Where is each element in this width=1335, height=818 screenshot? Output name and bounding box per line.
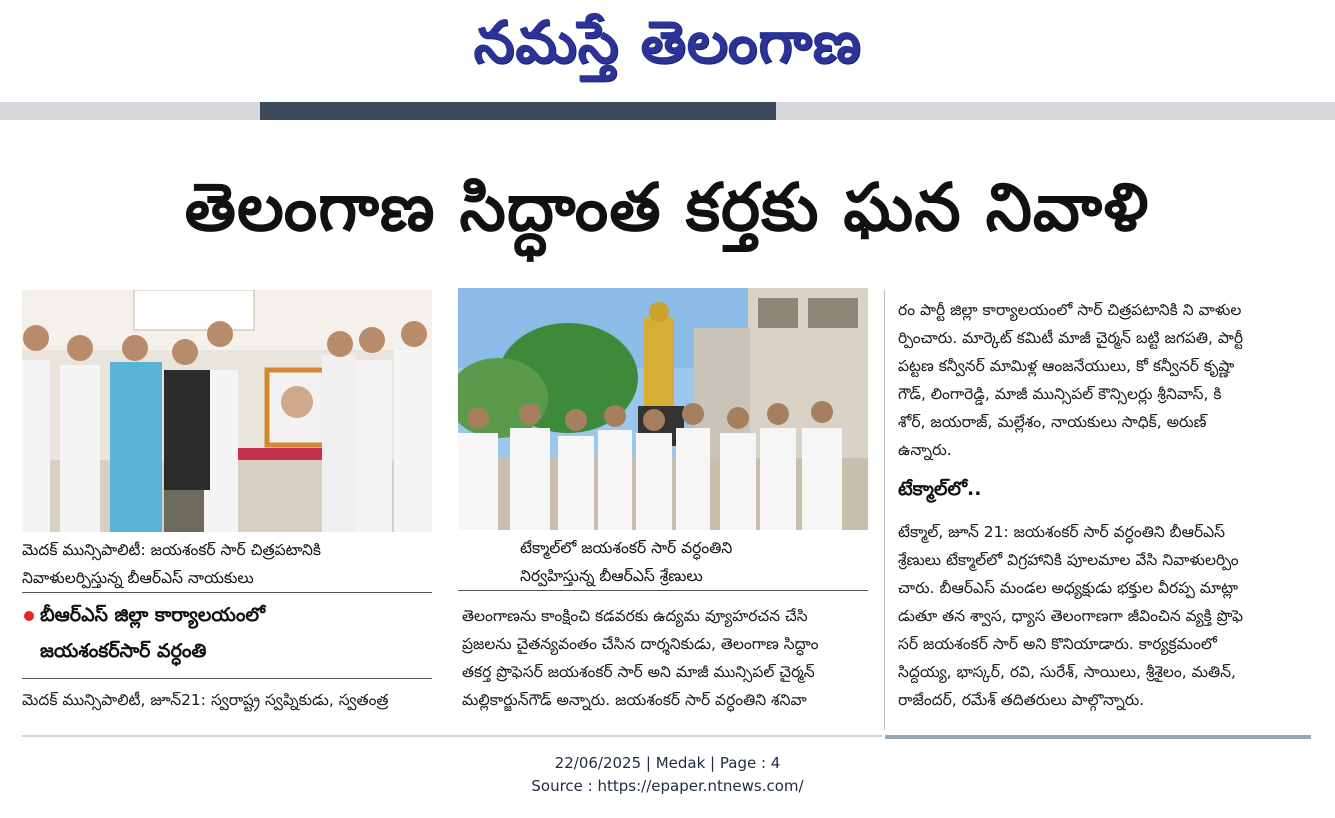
subhead-death-anniversary: జయశంకర్‌సార్ వర్ధంతి	[40, 640, 207, 662]
masthead-band-accent	[260, 102, 776, 120]
footer	[0, 752, 1335, 798]
bullet-icon	[24, 611, 34, 621]
col1-body-line: మెదక్ మున్సిపాలిటీ, జూన్21: స్వరాష్ట్ర స్వప్నికుడు, స్వతంత్ర	[22, 691, 389, 709]
article-headline: తెలంగాణ సిద్ధాంత కర్తకు ఘన నివాళి	[184, 169, 1150, 246]
col3-body-line: శోర్, జయరాజ్, మల్లేశం, నాయకులు సాధిక్, అరుణ్	[898, 413, 1207, 431]
subhead-tekmal: టేక్మాల్‌లో..	[898, 478, 982, 500]
col3-body-line: శ్రేణులు టేక్మాల్‌లో విగ్రహానికి పూలమాల వేసి నివాళులర్పిం	[898, 551, 1239, 569]
col3-body-line: పట్టణ కన్వీనర్ మామిళ్ల ఆంజనేయులు, కో కన్వీనర్ కృష్ణా	[898, 357, 1235, 375]
footer-date-page: 22/06/2025 | Medak | Page : 4	[554, 754, 781, 772]
footer-source: Source : https://epaper.ntnews.com/	[531, 777, 804, 795]
col3-body-line: సర్ జయశంకర్ సార్ అని కొనియాడారు. కార్యక్రమంలో	[898, 635, 1217, 653]
photo-medak-tribute	[22, 290, 432, 532]
col3-body-line: రాజేందర్, రమేశ్ తదితరులు పాల్గొన్నారు.	[898, 691, 1145, 709]
page-bottom-strip	[885, 735, 1311, 739]
masthead	[0, 0, 1335, 100]
photo2-caption-line2: నిర్వహిస్తున్న బీఆర్ఎస్ శ్రేణులు	[520, 567, 703, 585]
article-clipping	[22, 150, 1312, 738]
col2-body-line: ప్రజలను చైతన్యవంతం చేసిన దార్శనికుడు, తెలంగాణ సిద్ధాం	[462, 635, 819, 653]
col2-body-line: తెలంగాణను కాంక్షించి కడవరకు ఉద్యమ వ్యూహరచన చేసి	[462, 607, 808, 625]
col3-body-line: టేక్మాల్, జూన్ 21: జయశంకర్ సార్ వర్ధంతిని బీఆర్ఎస్	[898, 523, 1226, 541]
divider	[22, 592, 432, 593]
col3-body-line: ర్పించారు. మార్కెట్ కమిటీ మాజీ చైర్మన్ బట్టి జగపతి, పార్టీ	[898, 329, 1244, 347]
photo1-caption-line1: మెదక్ మున్సిపాలిటీ: జయశంకర్ సార్ చిత్రపటానికి	[22, 541, 322, 559]
column-divider	[884, 290, 885, 730]
col3-body-line: చారు. బీఆర్ఎస్ మండల అధ్యక్షుడు భక్తుల వీరప్ప మాట్లా	[898, 579, 1239, 597]
divider	[22, 678, 432, 679]
col3-body-line: రం పార్టీ జిల్లా కార్యాలయంలో సార్ చిత్రపటానికి ని వాళుల	[898, 301, 1242, 319]
col3-body-line: ఉన్నారు.	[898, 441, 952, 459]
col3-body-line: సిద్దయ్య, భాస్కర్, రవి, సురేశ్, సాయిలు, శ్రీశైలం, మతిన్,	[898, 663, 1236, 681]
photo-tekmal-statue	[458, 288, 868, 530]
divider	[458, 590, 868, 591]
subhead-district-office: బీఆర్ఎస్ జిల్లా కార్యాలయంలో	[40, 604, 266, 626]
col2-body-line: మల్లికార్జున్‌గౌడ్ అన్నారు. జయశంకర్ సార్ వర్ధంతిని శనివా	[462, 691, 807, 709]
page-bottom-rule	[22, 735, 882, 737]
photo1-caption-line2: నివాళులర్పిస్తున్న బీఆర్ఎస్ నాయకులు	[22, 569, 254, 587]
photo2-caption-line1: టేక్మాల్‌లో జయశంకర్ సార్ వర్ధంతిని	[520, 539, 733, 557]
col2-body-line: తకర్త ప్రొఫెసర్ జయశంకర్ సార్ అని మాజీ మున్సిపల్ చైర్మన్	[462, 663, 815, 681]
newspaper-logo: నమస్తే తెలంగాణ	[473, 8, 862, 76]
col3-body-line: గౌడ్, లింగారెడ్డి, మాజీ మున్సిపల్ కౌన్సిలర్లు శ్రీనివాస్, కి	[898, 385, 1222, 403]
col3-body-line: డుతూ తన శ్వాస, ధ్యాస తెలంగాణగా జీవించిన వ్యక్తి ప్రొఫె	[898, 607, 1244, 625]
